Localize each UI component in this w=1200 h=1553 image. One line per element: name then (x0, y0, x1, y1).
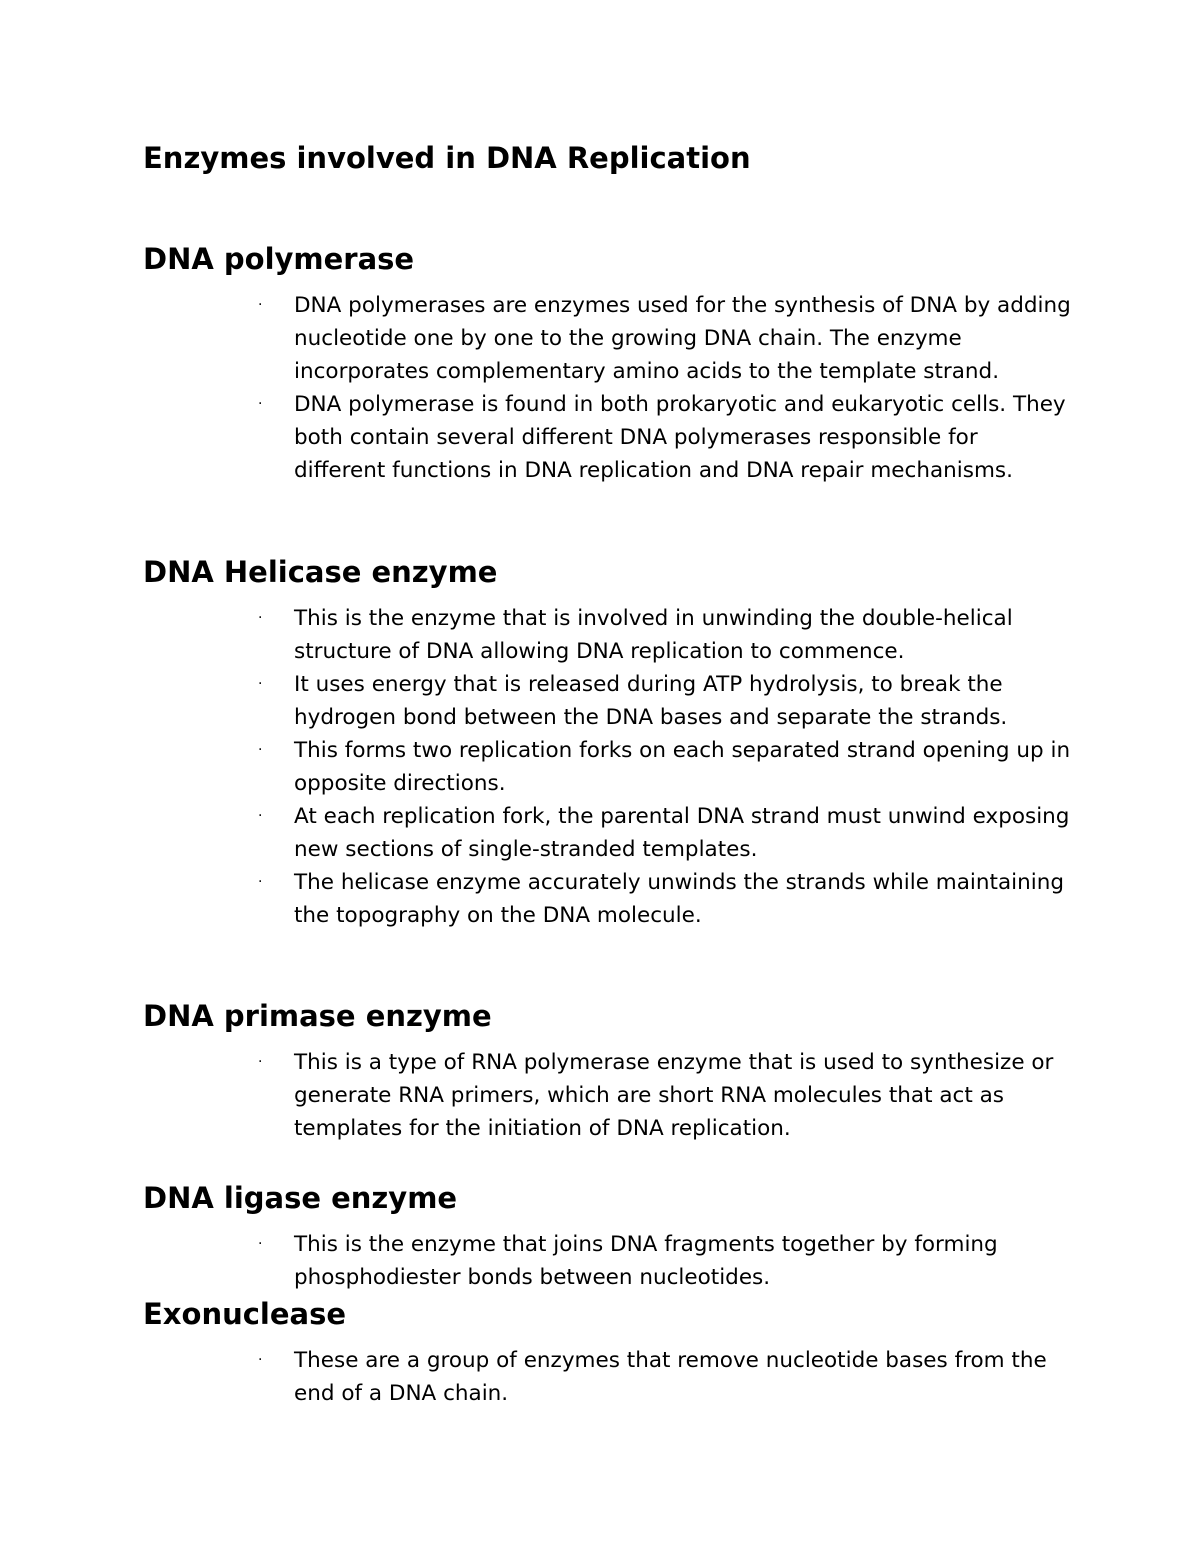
bullet-icon: · (258, 1236, 263, 1252)
list-item (0, 1344, 1074, 1410)
list-item (0, 800, 1074, 866)
section-heading-dna-polymerase: DNA polymerase (143, 242, 415, 276)
section-list-dna-polymerase (0, 289, 1074, 487)
section-heading-dna-primase: DNA primase enzyme (143, 999, 492, 1033)
list-item (0, 1228, 1074, 1294)
section-list-dna-primase (0, 1046, 1074, 1145)
bullet-text: This is the enzyme that joins DNA fragments together by forming phosphodiester bonds between nucleotides. (294, 1232, 998, 1290)
bullet-icon: · (258, 396, 263, 412)
bullet-text: The helicase enzyme accurately unwinds the strands while maintaining the topography on the DNA molecule. (294, 870, 1064, 928)
section-list-exonuclease (0, 1344, 1074, 1410)
bullet-text: This forms two replication forks on each separated strand opening up in opposite directions. (294, 738, 1071, 796)
list-item (0, 602, 1074, 668)
list-item (0, 289, 1074, 388)
section-list-dna-ligase (0, 1228, 1074, 1294)
list-item (0, 866, 1074, 932)
list-item (0, 1046, 1074, 1145)
bullet-icon: · (258, 610, 263, 626)
bullet-text: These are a group of enzymes that remove nucleotide bases from the end of a DNA chain. (294, 1348, 1047, 1406)
bullet-text: This is a type of RNA polymerase enzyme that is used to synthesize or generate RNA primers, which are short RNA molecules that act as templates for the initiation of DNA replication. (294, 1050, 1054, 1141)
list-item (0, 388, 1074, 487)
bullet-icon: · (258, 676, 263, 692)
bullet-text: This is the enzyme that is involved in unwinding the double-helical structure of DNA allowing DNA replication to commence. (294, 606, 1013, 664)
bullet-text: DNA polymerase is found in both prokaryotic and eukaryotic cells. They both contain several different DNA polymerases responsible for different functions in DNA replication and DNA repair mechanisms. (294, 392, 1066, 483)
document-title: Enzymes involved in DNA Replication (143, 141, 751, 175)
bullet-text: It uses energy that is released during ATP hydrolysis, to break the hydrogen bond between the DNA bases and separate the strands. (294, 672, 1008, 730)
section-heading-exonuclease: Exonuclease (143, 1297, 347, 1331)
section-heading-dna-ligase: DNA ligase enzyme (143, 1181, 458, 1215)
list-item (0, 734, 1074, 800)
list-item (0, 668, 1074, 734)
section-heading-dna-helicase: DNA Helicase enzyme (143, 555, 498, 589)
bullet-icon: · (258, 808, 263, 824)
bullet-icon: · (258, 1054, 263, 1070)
bullet-text: At each replication fork, the parental DNA strand must unwind exposing new sections of single-stranded templates. (294, 804, 1070, 862)
section-list-dna-helicase (0, 602, 1074, 932)
bullet-icon: · (258, 297, 263, 313)
bullet-text: DNA polymerases are enzymes used for the synthesis of DNA by adding nucleotide one by one to the growing DNA chain. The enzyme incorporates complementary amino acids to the template strand. (294, 293, 1071, 384)
bullet-icon: · (258, 742, 263, 758)
bullet-icon: · (258, 1352, 263, 1368)
bullet-icon: · (258, 874, 263, 890)
